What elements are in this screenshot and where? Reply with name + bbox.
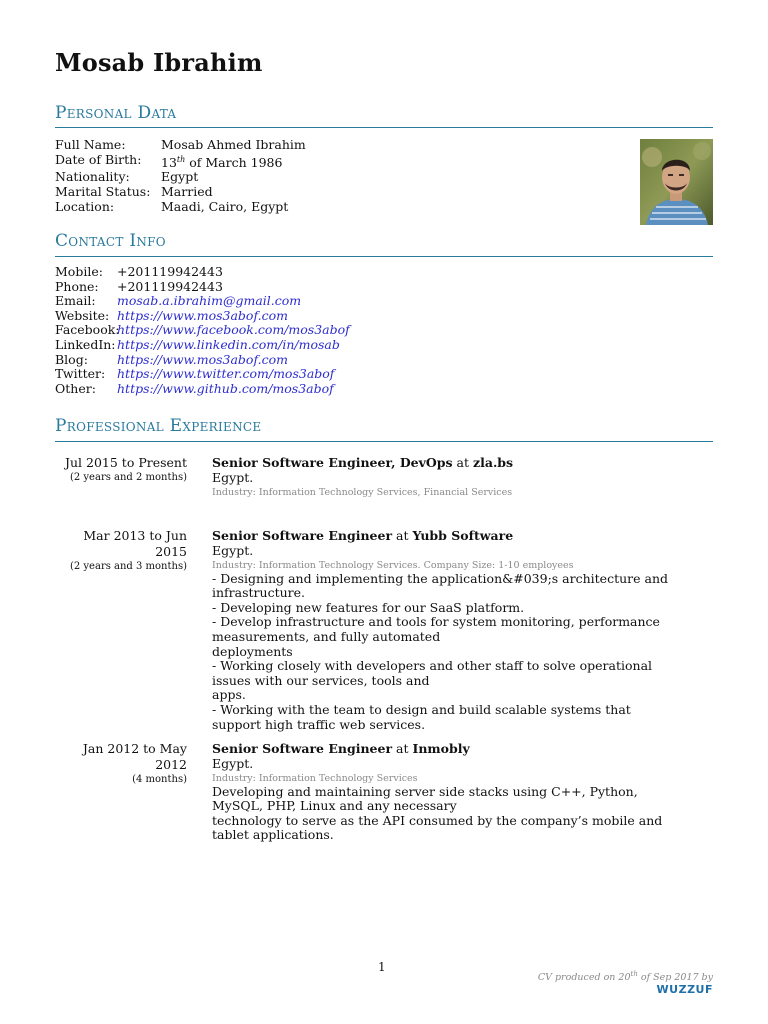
field-value: Egypt	[161, 169, 199, 185]
job-role: Senior Software Engineer	[212, 528, 393, 543]
job-location: Egypt.	[212, 543, 254, 558]
website-link[interactable]: https://www.mos3abof.com	[117, 307, 288, 323]
experience-body	[212, 455, 682, 499]
contact-row-website	[55, 309, 350, 324]
field-label: Date of Birth:	[55, 151, 142, 167]
wuzzuf-logo[interactable]: WUZZUF	[656, 983, 713, 997]
experience-body	[212, 741, 682, 843]
job-location: Egypt.	[212, 756, 254, 771]
github-link[interactable]: https://www.github.com/mos3abof	[117, 380, 334, 396]
field-label: Twitter:	[55, 366, 106, 382]
job-company: zla.bs	[473, 455, 514, 470]
personal-row-location	[55, 200, 306, 215]
page-number: 1	[378, 960, 386, 974]
field-label: Marital Status:	[55, 183, 151, 199]
experience-body	[212, 528, 682, 732]
job-description-line: deployments	[212, 643, 293, 659]
dob-suffix: th	[176, 154, 186, 164]
experience-heading: Professional Experience	[55, 416, 262, 436]
blog-link[interactable]: https://www.mos3abof.com	[117, 351, 288, 367]
contact-row-other	[55, 382, 350, 397]
job-industry: Industry: Information Technology Services. Company Size: 1-10 employees	[212, 559, 574, 571]
field-label: Mobile:	[55, 264, 103, 279]
job-description-line: - Developing new features for our SaaS platform.	[212, 599, 525, 615]
field-label: LinkedIn:	[55, 336, 116, 352]
job-role: Senior Software Engineer	[212, 741, 393, 756]
experience-date	[55, 528, 187, 574]
field-value: +201119942443	[117, 278, 223, 294]
produced-sup: th	[630, 970, 638, 978]
date-range: Jan 2012 to May 2012	[82, 741, 187, 772]
email-link[interactable]: mosab.a.ibrahim@gmail.com	[117, 293, 302, 309]
job-description-line: apps.	[212, 687, 246, 703]
job-company: Inmobly	[412, 741, 470, 756]
duration: (2 years and 3 months)	[69, 561, 187, 572]
field-value: Maadi, Cairo, Egypt	[161, 198, 289, 214]
experience-rule	[55, 441, 713, 442]
cv-name: Mosab Ibrahim	[55, 48, 263, 77]
field-label: Email:	[55, 293, 96, 309]
job-title-line	[212, 455, 682, 471]
personal-data-heading: Personal Data	[55, 103, 177, 123]
job-role: Senior Software Engineer, DevOps	[212, 455, 453, 470]
job-description-line: - Working closely with developers and other staff to solve operational issues with our services, tools and	[212, 658, 653, 688]
contact-row-email	[55, 294, 350, 309]
contact-row-linkedin	[55, 338, 350, 353]
personal-data-rule	[55, 127, 713, 128]
job-description-line: - Designing and implementing the application&#039;s architecture and infrastructure.	[212, 570, 669, 601]
job-at: at	[392, 528, 413, 543]
experience-date	[55, 455, 187, 485]
field-label: Other:	[55, 380, 96, 396]
job-description-line: - Working with the team to design and build scalable systems that support high traffic web services.	[212, 701, 631, 732]
job-at: at	[452, 455, 473, 470]
produced-post: of Sep 2017 by	[637, 972, 713, 984]
date-range: Jul 2015 to Present	[64, 455, 187, 470]
profile-photo-image	[640, 139, 713, 225]
job-at: at	[392, 741, 413, 756]
contact-row-facebook	[55, 323, 350, 338]
contact-info-heading: Contact Info	[55, 231, 166, 251]
linkedin-link[interactable]: https://www.linkedin.com/in/mosab	[117, 336, 340, 352]
field-label: Facebook:	[55, 322, 120, 338]
job-title-line	[212, 528, 682, 544]
duration: (4 months)	[132, 774, 187, 785]
contact-row-mobile	[55, 265, 350, 280]
field-value: Married	[161, 183, 213, 199]
contact-row-blog	[55, 353, 350, 368]
produced-pre: CV produced on 20	[537, 972, 631, 984]
produced-on-text	[538, 970, 713, 983]
field-label: Blog:	[55, 351, 88, 367]
date-range: Mar 2013 to Jun 2015	[83, 528, 187, 559]
field-value: +201119942443	[117, 264, 223, 279]
dob-day: 13	[161, 154, 177, 170]
personal-row-date-of-birth	[55, 153, 306, 171]
personal-data-list	[55, 138, 306, 214]
facebook-link[interactable]: https://www.facebook.com/mos3abof	[117, 322, 350, 338]
personal-row-nationality	[55, 170, 306, 185]
footer	[538, 970, 713, 996]
profile-photo	[640, 139, 713, 225]
job-industry: Industry: Information Technology Services, Financial Services	[212, 486, 513, 498]
job-description-line: Developing and maintaining server side stacks using C++, Python, MySQL, PHP, Linux and any necessary	[212, 783, 638, 814]
contact-info-rule	[55, 256, 713, 257]
duration: (2 years and 2 months)	[69, 472, 187, 483]
field-label: Location:	[55, 198, 115, 214]
contact-row-twitter	[55, 367, 350, 382]
field-label: Nationality:	[55, 169, 130, 185]
job-title-line	[212, 741, 682, 757]
job-industry: Industry: Information Technology Services	[212, 772, 418, 784]
personal-row-marital-status	[55, 185, 306, 200]
job-location: Egypt.	[212, 470, 254, 485]
personal-row-full-name	[55, 138, 306, 153]
job-company: Yubb Software	[412, 528, 514, 543]
twitter-link[interactable]: https://www.twitter.com/mos3abof	[117, 366, 335, 382]
experience-date	[55, 741, 187, 787]
field-value: Mosab Ahmed Ibrahim	[161, 137, 306, 152]
job-description-line: technology to serve as the API consumed by the company’s mobile and tablet applications.	[212, 812, 663, 843]
contact-row-phone	[55, 280, 350, 295]
job-description-line: - Develop infrastructure and tools for system monitoring, performance measurements, and fully automated	[212, 614, 660, 644]
field-label: Phone:	[55, 278, 99, 294]
field-value	[161, 153, 282, 171]
dob-rest: of March 1986	[185, 154, 283, 170]
contact-info-list	[55, 265, 350, 396]
field-label: Website:	[55, 307, 110, 323]
field-label: Full Name:	[55, 137, 126, 152]
